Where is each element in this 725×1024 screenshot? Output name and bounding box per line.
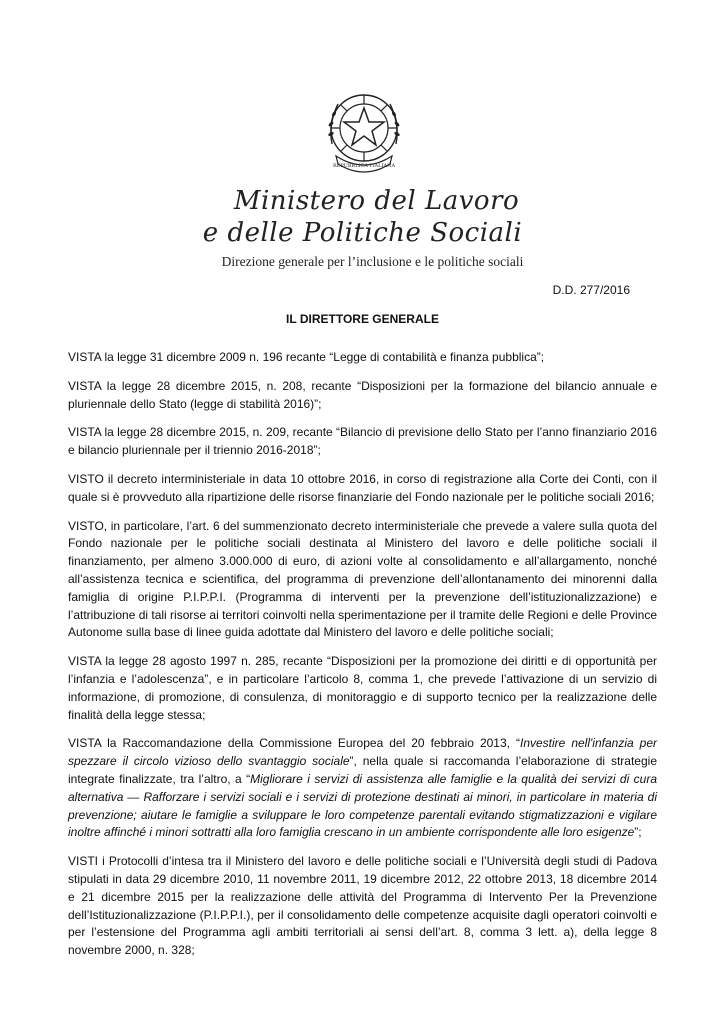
paragraph: VISTA la legge 31 dicembre 2009 n. 196 recante “Legge di contabilità e finanza pubblica”;	[68, 350, 545, 364]
document-title: IL DIRETTORE GENERALE	[286, 312, 439, 326]
ministry-name-line2: e delle Politiche Sociali	[202, 218, 523, 248]
paragraph: VISTA la legge 28 dicembre 2015, n. 209, recante “Bilancio di previsione dello Stato per l’anno finanziario 2016 e bilancio pluriennale per il triennio 2016-2018”;	[68, 425, 657, 458]
paragraph-quote-title: Investire nell'infanzia per spezzare il circolo vizioso dello svantaggio sociale	[68, 736, 658, 769]
emblem-icon	[318, 84, 410, 176]
decree-number: D.D. 277/2016	[552, 283, 630, 297]
paragraph-text: ”;	[634, 825, 642, 840]
paragraph: VISTA la legge 28 agosto 1997 n. 285, recante “Disposizioni per la promozione dei diritti e di opportunità per l’infanzia e l’adolescenza”, e in particolare l’articolo 8, comma 1, che prevede l’attivazione di un servizio di informazione, di promozione, di consulenza, di monitoraggio e di supporto tecnico per la realizzazione delle finalità della legge stessa;	[68, 654, 657, 722]
ministry-name-line1: Ministero del Lavoro	[233, 186, 520, 216]
paragraph: VISTI i Protocolli d’intesa tra il Ministero del lavoro e delle politiche sociali e l’Università degli studi di Padova stipulati in data 29 dicembre 2010, 11 novembre 2011, 19 dicembre 2012, 22 ottobre 2013, 18 dicembre 2014 e 21 dicembre 2015 per la realizzazione delle attività del Programma di Intervento Per la Prevenzione dell’Istituzionalizzazione (P.I.P.P.I.), per il consolidamento delle competenze acquisite dagli operatori coinvolti e per l’estensione del Programma agli ambiti territoriali ai sensi dell’art. 8, comma 3 lett. a), della legge 8 novembre 2000, n. 328;	[68, 854, 657, 958]
document-body	[68, 349, 657, 971]
paragraph-text: VISTA la Raccomandazione della Commissione Europea del 20 febbraio 2013, “	[68, 736, 520, 751]
paragraph: VISTO, in particolare, l’art. 6 del summenzionato decreto interministeriale che prevede a valere sulla quota del Fondo nazionale per le politiche sociali destinata al Ministero del lavoro e delle politiche sociali il finanziamento, per almeno 3.000.000 di euro, di azioni volte al consolidamento e all’allargamento, nonché all’assistenza tecnica e scientifica, del programma di prevenzione dell’allontanamento dei minorenni dalla famiglia di origine P.I.P.P.I. (Programma di interventi per la prevenzione dell’istituzionalizzazione) e l’attribuzione di tali risorse ai territori coinvolti nella sperimentazione per il tramite delle Regioni e delle Province Autonome sulla base di linee guida adottate dal Ministero del lavoro e delle politiche sociali;	[68, 518, 657, 640]
paragraph-quote-body: Migliorare i servizi di assistenza alle famiglie e la qualità dei servizi di cura alternativa — Rafforzare i servizi sociali e i servizi di protezione destinati ai minori, in particolare in materia di prevenzione; aiutare le famiglie a sviluppare le loro competenze parentali evitando stigmatizzazioni e vigilare inoltre affinché i minori sottratti alla loro famiglia crescano in un ambiente corrispondente alle loro esigenze	[68, 771, 657, 840]
paragraph-text: ”, nella quale si raccomanda l’elaborazione di strategie integrate finalizzate, tra l’altro, a “	[68, 754, 657, 786]
department-name: Direzione generale per l’inclusione e le politiche sociali	[221, 254, 524, 269]
paragraph: VISTA la legge 28 dicembre 2015, n. 208, recante “Disposizioni per la formazione del bilancio annuale e pluriennale dello Stato (legge di stabilità 2016)”;	[68, 378, 657, 411]
paragraph: VISTO il decreto interministeriale in data 10 ottobre 2016, in corso di registrazione alla Corte dei Conti, con il quale si è provveduto alla ripartizione delle risorse finanziarie del Fondo nazionale per le politiche sociali 2016;	[68, 471, 657, 504]
emblem-ribbon-text: REPUBBLICA ITALIANA	[332, 163, 396, 169]
paragraph-recommendation	[68, 735, 657, 842]
